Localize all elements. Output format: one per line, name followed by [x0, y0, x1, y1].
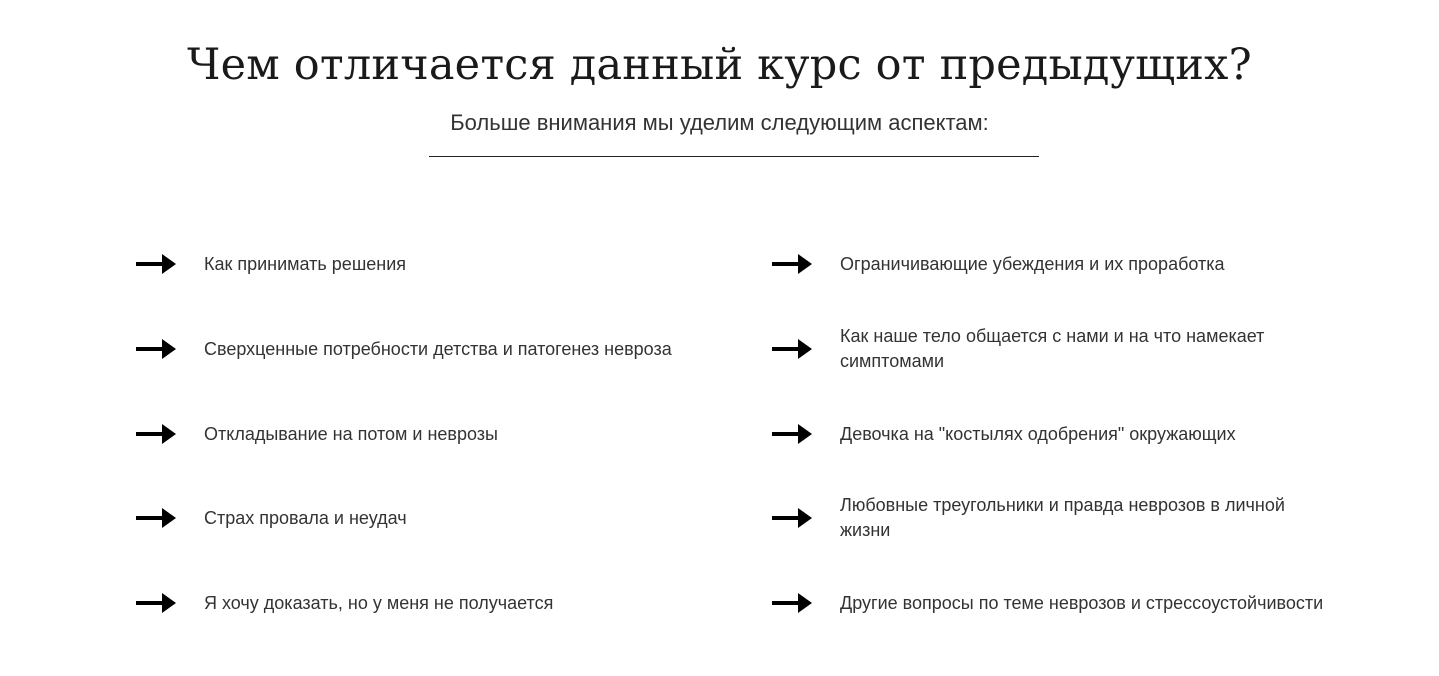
arrow-right-icon — [772, 422, 812, 446]
section-subtitle: Больше внимания мы уделим следующим аспектам: — [450, 110, 989, 135]
arrow-right-icon — [772, 506, 812, 530]
feature-label: Любовные треугольники и правда неврозов в личной жизни — [840, 495, 1285, 540]
arrow-right-icon — [136, 422, 176, 446]
arrow-right-icon — [772, 337, 812, 361]
feature-label: Откладывание на потом и неврозы — [204, 423, 498, 444]
arrow-right-icon — [772, 591, 812, 615]
feature-label: Страх провала и неудач — [204, 507, 407, 528]
arrow-right-icon — [136, 506, 176, 530]
arrow-right-icon — [136, 252, 176, 276]
feature-label: Я хочу доказать, но у меня не получается — [204, 592, 554, 613]
feature-label: Ограничивающие убеждения и их проработка — [840, 253, 1225, 274]
arrow-right-icon — [772, 252, 812, 276]
arrow-right-icon — [136, 337, 176, 361]
feature-label: Сверхценные потребности детства и патогенез невроза — [204, 338, 672, 359]
title-divider — [429, 156, 1039, 157]
arrow-right-icon — [136, 591, 176, 615]
feature-label: Девочка на "костылях одобрения" окружающих — [840, 423, 1236, 444]
feature-label: Другие вопросы по теме неврозов и стрессоустойчивости — [840, 592, 1324, 613]
feature-label: Как наше тело общается с нами и на что намекает симптомами — [840, 326, 1265, 371]
feature-label: Как принимать решения — [204, 253, 407, 274]
section-title: Чем отличается данный курс от предыдущих? — [187, 40, 1252, 90]
